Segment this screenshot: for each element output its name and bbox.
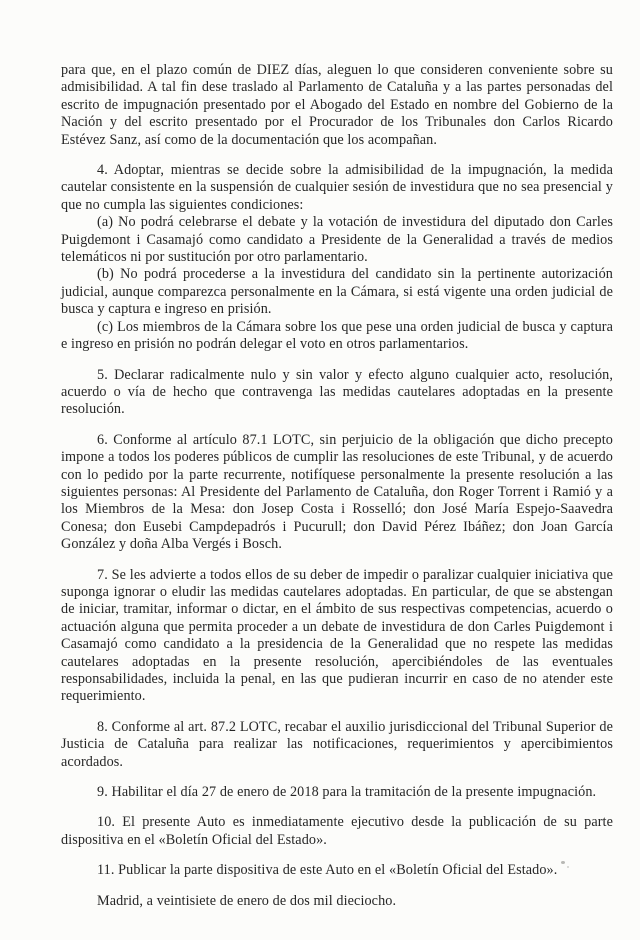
paragraph-item-6: 6. Conforme al artículo 87.1 LOTC, sin perjuicio de la obligación que dicho precepto impone a todos los poderes públicos de cumplir las resoluciones de este Tribunal, y de acuerdo con lo pedido por la parte recurrente, notifíquese personalmente la presente resolución a las siguientes personas: Al Presidente del Parlamento de Cataluña, don Roger Torrent i Ramió y a los Miembros de la Mesa: don Josep Costa i Rosselló; don José María Espejo-Saavedra Conesa; don Eusebi Campdepadrós i Pucurull; don David Pérez Ibáñez; don Joan García González y doña Alba Vergés i Bosch. <box>61 431 613 553</box>
text-block <box>61 62 613 910</box>
scan-speck-icon <box>567 866 569 868</box>
paragraph-item-8: 8. Conforme al art. 87.2 LOTC, recabar el auxilio jurisdiccional del Tribunal Superior de Justicia de Cataluña para realizar las notificaciones, requerimientos y apercibimientos acordados. <box>61 718 613 770</box>
paragraph-item-10: 10. El presente Auto es inmediatamente ejecutivo desde la publicación de su parte dispositiva en el «Boletín Oficial del Estado». <box>61 814 613 848</box>
paragraph-dateline: Madrid, a veintisiete de enero de dos mil dieciocho. <box>97 892 397 909</box>
paragraph-item-4: 4. Adoptar, mientras se decide sobre la admisibilidad de la impugnación, la medida cautelar consistente en la suspensión de cualquier sesión de investidura que no sea presencial y que no cumpla las siguientes condiciones: <box>61 162 613 213</box>
paragraph-item-5: 5. Declarar radicalmente nulo y sin valor y efecto alguno cualquier acto, resolución, acuerdo o vía de hecho que contravenga las medidas cautelares adoptadas en la presente resolución. <box>61 366 613 418</box>
paragraph-intro-continuation: para que, en el plazo común de DIEZ días, aleguen lo que consideren conveniente sobre su admisibilidad. A tal fin dese traslado al Parlamento de Cataluña y a las partes personadas del escrito de impugnación presentado por el Abogado del Estado en nombre del Gobierno de la Nación y del escrito presentado por el Procurador de los Tribunales don Carlos Ricardo Estévez Sanz, así como de la documentación que los acompañan. <box>61 62 613 148</box>
paragraph-item-7: 7. Se les advierte a todos ellos de su deber de impedir o paralizar cualquier iniciativa que suponga ignorar o eludir las medidas cautelares adoptadas. En particular, de que se abstengan de iniciar, tramitar, informar o dictar, en el ámbito de sus respectivas competencias, acuerdo o actuación alguna que permita proceder a un debate de investidura de don Carles Puigdemont i Casamajó como candidato a la presidencia de la Generalidad que no respete las medidas cautelares adoptadas en la presente resolución, apercibiéndoles de las eventuales responsabilidades, incluida la penal, en las que pudieran incurrir en caso de no atender este requerimiento. <box>61 566 613 705</box>
scan-speck-icon <box>561 861 565 864</box>
paragraph-item-11: 11. Publicar la parte dispositiva de este Auto en el «Boletín Oficial del Estado». <box>97 862 558 879</box>
paragraph-item-4b: (b) No podrá procederse a la investidura del candidato sin la pertinente autorización judicial, aunque comparezca personalmente en la Cámara, si está vigente una orden judicial de busca y captura e ingreso en prisión. <box>61 266 613 318</box>
paragraph-item-9: 9. Habilitar el día 27 de enero de 2018 para la tramitación de la presente impugnación. <box>97 784 597 801</box>
paragraph-item-4c: (c) Los miembros de la Cámara sobre los que pese una orden judicial de busca y captura e ingreso en prisión no podrán delegar el voto en otros parlamentarios. <box>61 318 613 353</box>
paragraph-item-4a: (a) No podrá celebrarse el debate y la votación de investidura del diputado don Carles Puigdemont i Casamajó como candidato a Presidente de la Generalidad a través de medios telemáticos ni por sustitución por otro parlamentario. <box>61 214 613 266</box>
